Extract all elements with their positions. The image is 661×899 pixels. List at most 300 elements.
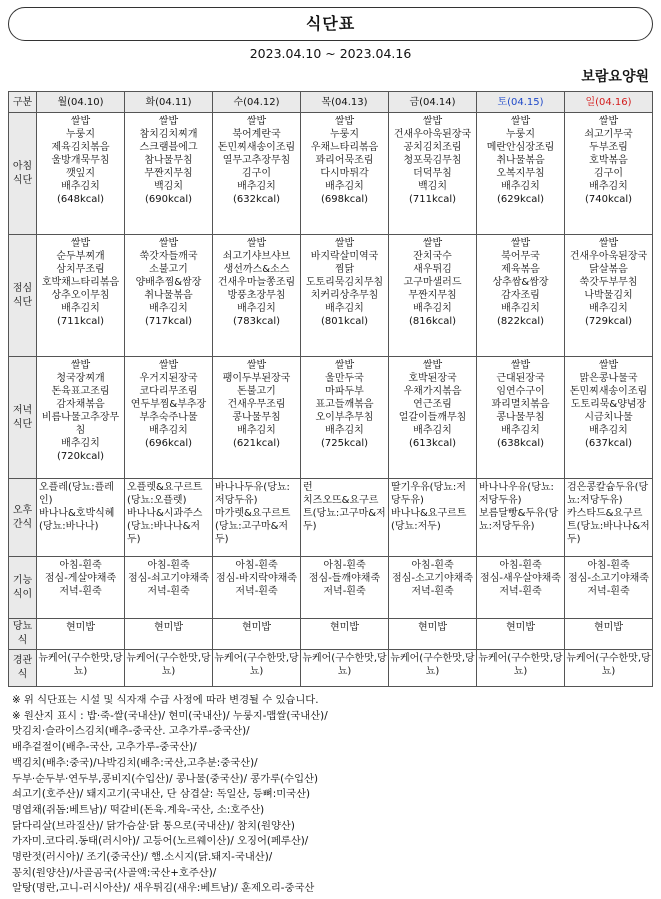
note-line: ※ 원산지 표시 : 밥·죽-쌀(국내산)/ 현미(국내산)/ 누룽지-맵쌀(국내산)/ [12,709,328,722]
menu-cell [565,557,653,619]
menu-item: 쌀밥 [158,360,179,371]
menu-item: 오플레(당뇨:플레인) [39,482,114,506]
menu-cell [125,113,213,235]
menu-cell [389,357,477,479]
menu-item: 현미밥 [66,622,95,633]
menu-item: 딸기우유(당뇨:저당두유) [391,482,466,506]
menu-cell [37,557,125,619]
menu-cell [213,113,301,235]
note-line: 배추겉절이(배추-국산, 고추가루-중국산)/ [12,741,197,754]
menu-item: 도토리묵&양념장 [570,399,647,410]
menu-item: 오복지무침 [496,168,545,179]
menu-item: 우채가지볶음 [403,386,462,397]
menu-cell [301,235,389,357]
menu-item: 우거지된장국 [139,373,198,384]
snack-row [9,479,653,557]
menu-item: 배추김치 [237,303,276,314]
menu-cell [477,557,565,619]
menu-item: 쌀밥 [510,116,531,127]
menu-item: 저녁-흰죽 [235,586,278,597]
menu-item: 아침-흰죽 [59,560,102,571]
menu-item: 건새우아욱된장국 [393,129,472,140]
menu-item: (698kcal) [320,194,369,205]
menu-item: 열무고추장무침 [222,155,291,166]
note-line: 꽁치(원양산)/사골곰국(사골액:국산+호주산)/ [12,866,217,879]
menu-item: 누룽지 [66,129,95,140]
menu-cell [565,619,653,650]
day-header: 월(04.10) [37,92,125,113]
menu-item: 근대된장국 [496,373,545,384]
menu-item: 쌀밥 [70,116,91,127]
day-header-saturday: 토(04.15) [477,92,565,113]
menu-item: 돈불고기 [237,386,276,397]
special-diet-row [9,557,653,619]
menu-item: 참치김치찌개 [139,129,198,140]
menu-item: 현미밥 [242,622,271,633]
menu-item: 도토리묵김치무침 [305,277,384,288]
menu-item: 호박된장국 [408,373,457,384]
menu-item: 아침-흰죽 [499,560,542,571]
menu-item: 바나나두유(당뇨:저당두유) [215,482,290,506]
tube-feeding-row [9,650,653,687]
menu-cell [477,357,565,479]
menu-item: 쌀밥 [70,360,91,371]
day-header: 수(04.12) [213,92,301,113]
menu-item: 꽈리멸치볶음 [491,399,550,410]
day-header: 목(04.13) [301,92,389,113]
menu-item: 쌀밥 [246,360,267,371]
menu-item: 저녁-흰죽 [411,586,454,597]
menu-item: 아침-흰죽 [411,560,454,571]
header-row [9,92,653,113]
menu-item: 누룽지 [506,129,535,140]
menu-item: (740kcal) [584,194,633,205]
menu-cell [477,113,565,235]
menu-item: 검은콩칼슘두유(당뇨:저당두유) [567,482,649,506]
menu-item: 쇠고기샤브샤브 [222,251,291,262]
row-label-line: 저녁 [12,404,33,416]
menu-item: 바지락살미역국 [310,251,379,262]
menu-item: 우채느타리볶음 [310,142,379,153]
menu-item: 뉴케어(구수한맛,당뇨) [478,653,563,677]
row-label-line: 식단 [12,174,33,186]
menu-item: 오플렛&요구르트(당뇨:오플렛) [127,482,203,506]
menu-item: 배추김치 [325,303,364,314]
menu-cell [565,479,653,557]
menu-item: 뉴케어(구수한맛,당뇨) [566,653,651,677]
row-label [9,235,37,357]
menu-item: 연두부찜&부추장 [130,399,207,410]
menu-item: 돈민찌새송이조림 [217,142,296,153]
row-label [9,557,37,619]
menu-item: 취나물볶음 [144,290,193,301]
note-line: 가자미.코다리.동태(러시아)/ 고등어(노르웨이산)/ 오징어(페루산)/ [12,835,309,848]
menu-cell [389,557,477,619]
menu-item: 쌀밥 [246,116,267,127]
menu-item: 삼치무조림 [56,264,105,275]
menu-item: 마가렛&요구르트(당뇨:고구마&저두) [215,508,291,545]
row-label [9,650,37,687]
menu-item: 백김치 [418,181,447,192]
menu-item: 두부조림 [589,142,628,153]
menu-item: 배추김치 [325,181,364,192]
menu-cell [301,357,389,479]
row-label-line: 기능 [12,574,33,586]
lunch-row [9,235,653,357]
menu-item: 쑥갓자들깨국 [139,251,198,262]
menu-item: 배추김치 [237,181,276,192]
menu-item: 감자조림 [501,290,540,301]
menu-item: 김구이 [242,168,271,179]
menu-item: 쇠고기무국 [584,129,633,140]
menu-item: 부추숙주나물 [139,412,198,423]
menu-item: 순두부찌개 [56,251,105,262]
menu-item: 잔치국수 [413,251,452,262]
page-title: 식단표 [8,7,653,41]
menu-item: 쌀밥 [422,360,443,371]
menu-item: (816kcal) [408,316,457,327]
menu-item: (648kcal) [56,194,105,205]
header-label: 구분 [9,92,37,113]
menu-item: 청국장찌개 [56,373,105,384]
menu-cell [37,619,125,650]
menu-item: 저녁-흰죽 [59,586,102,597]
menu-item: 배추김치 [61,438,100,449]
menu-item: 청포묵김무침 [403,155,462,166]
menu-item: 아침-흰죽 [587,560,630,571]
row-label-line: 식 [17,635,28,646]
menu-cell [565,650,653,687]
menu-item: 오이부추무침 [315,412,374,423]
day-header: 금(04.14) [389,92,477,113]
menu-item: 현미밥 [418,622,447,633]
note-line: 맛김치·슬라이스김치(배추-중국산. 고추가루-중국산)/ [12,725,250,738]
menu-item: 바나나&시과주스(당뇨:바나나&저두) [127,508,203,545]
menu-cell [389,113,477,235]
menu-item: 배추김치 [501,181,540,192]
menu-item: (725kcal) [320,438,369,449]
note-line: 백김치(배추:중국)/나박김치(배추:국산,고추분:중국산)/ [12,756,258,769]
menu-item: 저녁-흰죽 [499,586,542,597]
menu-item: 깻잎지 [66,168,95,179]
menu-cell [213,357,301,479]
menu-item: 콩나물무침 [496,412,545,423]
row-label-line: 당뇨 [12,621,33,632]
menu-cell [37,235,125,357]
note-line: 두부·순두부·연두부,콩비지(수입산)/ 콩나물(중국산)/ 콩가루(수입산) [12,772,319,785]
menu-item: 보름달빵&두유(당뇨:저당두유) [479,508,559,532]
menu-item: 임연수구이 [496,386,545,397]
note-line: 닭다리살(브라질산)/ 닭가슴살·닭 통으로(국내산)/ 참치(원양산) [12,819,295,832]
menu-item: (632kcal) [232,194,281,205]
menu-item: 닭살볶음 [589,264,628,275]
menu-item: 치커리상추무침 [310,290,379,301]
row-label-line: 오후 [12,504,33,516]
menu-item: 쌀밥 [422,116,443,127]
menu-item: 쌀밥 [598,238,619,249]
row-label [9,357,37,479]
menu-item: 상추오이무침 [51,290,110,301]
menu-item: 배추김치 [325,425,364,436]
date-range: 2023.04.10 ~ 2023.04.16 [249,46,412,61]
menu-item: (690kcal) [144,194,193,205]
menu-item: 시금치나물 [584,412,633,423]
menu-item: 배추김치 [149,303,188,314]
menu-cell [301,650,389,687]
row-label [9,479,37,557]
menu-table [8,91,653,687]
menu-item: (637kcal) [584,438,633,449]
menu-cell [125,557,213,619]
menu-item: 쌀밥 [70,238,91,249]
menu-item: (696kcal) [144,438,193,449]
menu-item: 쌀밥 [598,116,619,127]
menu-item: 뉴케어(구수한맛,당뇨) [126,653,211,677]
menu-item: 메란안심장조림 [486,142,555,153]
row-label-line: 식 [17,669,28,680]
menu-item: 다시마튀각 [320,168,369,179]
menu-item: 배추김치 [413,303,452,314]
menu-item: 누룽지 [330,129,359,140]
row-label-line: 식단 [12,418,33,430]
menu-cell [477,619,565,650]
menu-item: (711kcal) [56,316,105,327]
menu-item: 비름나물고추장무침 [41,412,120,436]
row-label-line: 아침 [12,160,33,172]
row-label-line: 경관 [12,655,33,666]
menu-item: 뉴케어(구수한맛,당뇨) [214,653,299,677]
menu-item: 점심-쇠고기야채죽 [128,573,209,584]
menu-item: 감자채볶음 [56,399,105,410]
menu-item: 방풍초장무침 [227,290,286,301]
menu-item: 점심-새우살야채죽 [480,573,561,584]
menu-item: 바나나&요구르트(당뇨:저두) [391,508,467,532]
menu-cell [477,650,565,687]
day-header-sunday: 일(04.16) [565,92,653,113]
menu-item: 공치김치조림 [403,142,462,153]
menu-item: 쌀밥 [334,238,355,249]
menu-cell [213,235,301,357]
menu-item: 코다리무조림 [139,386,198,397]
menu-item: 뉴케어(구수한맛,당뇨) [302,653,387,677]
menu-item: 현미밥 [330,622,359,633]
menu-cell [125,357,213,479]
note-line: 명란젓(러시아)/ 조기(중국산)/ 햄.소시지(닭.돼지-국내산)/ [12,851,273,864]
menu-item: 배추김치 [237,425,276,436]
menu-cell [213,619,301,650]
menu-item: 배추김치 [149,425,188,436]
menu-cell [389,619,477,650]
menu-item: 건새우무조림 [227,399,286,410]
menu-cell [37,650,125,687]
menu-cell [213,479,301,557]
menu-item: (638kcal) [496,438,545,449]
menu-cell [301,479,389,557]
note-line: ※ 위 식단표는 시설 및 식자재 수급 사정에 따라 변경될 수 있습니다. [12,694,319,706]
menu-item: 현미밥 [154,622,183,633]
menu-item: 북어계란국 [232,129,281,140]
menu-item: 뉴케어(구수한맛,당뇨) [390,653,475,677]
menu-item: 배추김치 [589,303,628,314]
menu-item: (801kcal) [320,316,369,327]
menu-item: 쌀밥 [510,238,531,249]
menu-item: 무짠지무침 [408,290,457,301]
menu-item: 점심-게살야채죽 [44,573,117,584]
menu-cell [125,619,213,650]
menu-item: (717kcal) [144,316,193,327]
menu-item: 생선까스&소스 [223,264,290,275]
notes [12,693,652,897]
menu-item: 현미밥 [506,622,535,633]
menu-cell [37,357,125,479]
menu-item: (613kcal) [408,438,457,449]
menu-item: 더덕무침 [413,168,452,179]
menu-cell [213,557,301,619]
menu-item: 쌀밥 [158,238,179,249]
menu-item: 런 [303,482,313,493]
menu-item: 배추김치 [413,425,452,436]
menu-item: 저녁-흰죽 [323,586,366,597]
menu-item: 마파두부 [325,386,364,397]
menu-item: 제육김치볶음 [51,142,110,153]
menu-item: (783kcal) [232,316,281,327]
menu-cell [301,113,389,235]
menu-item: 쌀밥 [510,360,531,371]
menu-item: 김구이 [594,168,623,179]
menu-item: (711kcal) [408,194,457,205]
menu-cell [389,650,477,687]
menu-cell [213,650,301,687]
menu-item: 표고들깨볶음 [315,399,374,410]
row-label [9,619,37,650]
note-line: 쇠고기(호주산)/ 돼지고기(국내산, 단 삼겹살: 독일산, 등뼈:미국산) [12,788,311,801]
menu-item: 맑은콩나물국 [579,373,638,384]
menu-item: 점심-소고기야채죽 [392,573,473,584]
menu-item: 점심-들깨야채죽 [308,573,381,584]
menu-item: 저녁-흰죽 [587,586,630,597]
menu-item: 배추김치 [589,425,628,436]
menu-item: 점심-소고기야채죽 [568,573,649,584]
menu-item: 건새우아욱된장국 [569,251,648,262]
menu-item: 쌀밥 [246,238,267,249]
menu-cell [477,235,565,357]
menu-item: (621kcal) [232,438,281,449]
menu-item: 현미밥 [594,622,623,633]
row-label [9,113,37,235]
menu-item: (822kcal) [496,316,545,327]
menu-cell [477,479,565,557]
menu-item: 새우튀김 [413,264,452,275]
menu-item: 취나물볶음 [496,155,545,166]
menu-item: 아침-흰죽 [323,560,366,571]
menu-cell [389,479,477,557]
menu-item: 호박채느타리볶음 [41,277,120,288]
menu-cell [565,113,653,235]
menu-item: 얼갈이들깨무침 [398,412,467,423]
facility-name: 보람요양원 [581,69,649,85]
menu-item: 배추김치 [61,181,100,192]
menu-item: 소불고기 [149,264,188,275]
row-label-line: 식단 [12,296,33,308]
menu-item: (720kcal) [56,451,105,462]
menu-item: 쌀밥 [598,360,619,371]
menu-cell [301,557,389,619]
menu-cell [37,479,125,557]
menu-item: (729kcal) [584,316,633,327]
row-label-line: 식이 [12,588,33,600]
menu-item: 돈육표고조림 [51,386,110,397]
menu-item: 뉴케어(구수한맛,당뇨) [38,653,123,677]
menu-item: 쌀밥 [158,116,179,127]
menu-cell [125,650,213,687]
menu-item: 배추김치 [589,181,628,192]
menu-item: 찜닭 [334,264,355,275]
menu-item: 고구마샐러드 [403,277,462,288]
menu-item: 아침-흰죽 [147,560,190,571]
menu-item: 아침-흰죽 [235,560,278,571]
menu-item: 울만두국 [325,373,364,384]
menu-item: 배추김치 [61,303,100,314]
menu-cell [125,479,213,557]
menu-item: 스크램블에그 [139,142,198,153]
menu-cell [389,235,477,357]
menu-item: 백김치 [154,181,183,192]
menu-item: 꽈리어묵조림 [315,155,374,166]
menu-item: 쌀밥 [334,116,355,127]
menu-cell [125,235,213,357]
menu-item: 상추쌈&쌈장 [492,277,549,288]
menu-item: 카스타드&요구르트(당뇨:바나나&저두) [567,508,650,545]
menu-item: 나박물김치 [584,290,633,301]
breakfast-row [9,113,653,235]
menu-cell [301,619,389,650]
menu-item: 치즈오뜨&요구르트(당뇨:고구마&저두) [303,495,386,532]
menu-item: 점심-바지락야채죽 [216,573,297,584]
menu-item: 저녁-흰죽 [147,586,190,597]
menu-item: 호박볶음 [589,155,628,166]
day-header: 화(04.11) [125,92,213,113]
menu-item: 돈민찌새송이조림 [569,386,648,397]
menu-item: 쑥갓두부무침 [579,277,638,288]
row-label-line: 간식 [12,518,33,530]
menu-cell [565,357,653,479]
menu-item: 울방개묵무침 [51,155,110,166]
note-line: 알탕(명란,고니-러시아산)/ 새우튀김(새우:베트남)/ 훈제오리-중국산 [12,882,315,895]
menu-item: 콩나물무침 [232,412,281,423]
menu-cell [565,235,653,357]
menu-item: 쌀밥 [334,360,355,371]
menu-item: 무짠지무침 [144,168,193,179]
menu-item: 연근조림 [413,399,452,410]
note-line: 명엽채(쥐돔:베트남)/ 떡갈비(돈육.계육-국산, 소:호주산) [12,803,265,816]
menu-item: 양배추찜&쌈장 [135,277,202,288]
diabetic-row [9,619,653,650]
menu-item: 참나물무침 [144,155,193,166]
dinner-row [9,357,653,479]
menu-item: 북어무국 [501,251,540,262]
menu-item: 제육볶음 [501,264,540,275]
menu-item: 바나나우유(당뇨:저당두유) [479,482,554,506]
menu-item: 배추김치 [501,425,540,436]
menu-item: (629kcal) [496,194,545,205]
menu-item: 배추김치 [501,303,540,314]
menu-item: 팽이두부된장국 [222,373,291,384]
menu-item: 바나나&호박식혜(당뇨:바나나) [39,508,115,532]
row-label-line: 점심 [12,282,33,294]
menu-cell [37,113,125,235]
menu-item: 쌀밥 [422,238,443,249]
menu-item: 건새우마늘쫑조림 [217,277,296,288]
